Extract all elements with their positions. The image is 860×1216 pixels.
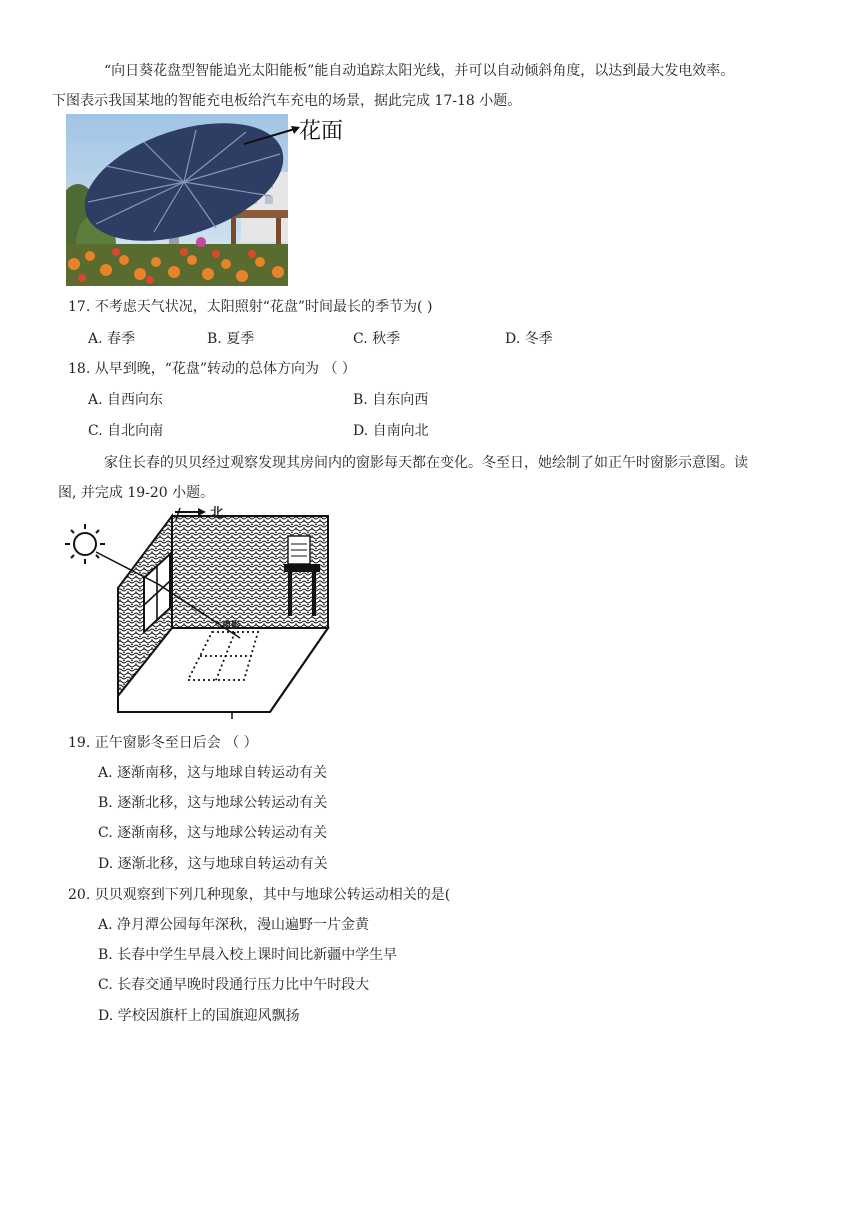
q19-option-a[interactable]: A. 逐渐南移，这与地球自转运动有关 [98,765,328,781]
window-shadow-diagram [62,500,334,720]
q17-stem: 17. 不考虑天气状况，太阳照射“花盘”时间最长的季节为( ) [68,299,433,315]
intro2-line-1: 家住长春的贝贝经过观察发现其房间内的窗影每天都在变化。冬至日，她绘制了如正午时窗影示意图。读 [104,455,748,471]
q19-option-d[interactable]: D. 逐渐北移，这与地球自转运动有关 [98,856,328,872]
q20-option-b[interactable]: B. 长春中学生早晨入校上课时间比新疆中学生早 [98,947,398,963]
q18-option-d[interactable]: D. 自南向北 [353,423,429,439]
q18-stem: 18. 从早到晚，“花盘”转动的总体方向为 （ ） [68,361,356,377]
q17-option-d[interactable]: D. 冬季 [505,331,553,347]
flower-face-label: 花面 [299,119,344,144]
q18-option-a[interactable]: A. 自西向东 [88,392,164,408]
q19-option-c[interactable]: C. 逐渐南移，这与地球公转运动有关 [98,825,328,841]
q18-option-b[interactable]: B. 自东向西 [353,392,429,408]
solar-panel-figure [66,114,356,286]
north-label: 北 [210,506,224,521]
q17-option-b[interactable]: B. 夏季 [207,331,255,347]
q19-stem: 19. 正午窗影冬至日后会 （ ） [68,735,258,751]
q20-option-d[interactable]: D. 学校因旗杆上的国旗迎风飘扬 [98,1008,300,1024]
window-shadow-label: 窗影 [222,621,241,631]
window-shadow-figure [62,500,334,720]
q17-option-a[interactable]: A. 春季 [88,331,136,347]
q20-option-a[interactable]: A. 净月潭公园每年深秋，漫山遍野一片金黄 [98,917,370,933]
intro-line-2: 下图表示我国某地的智能充电板给汽车充电的场景，据此完成 17-18 小题。 [52,93,522,109]
intro-line-1: “向日葵花盘型智能追光太阳能板”能自动追踪太阳光线，并可以自动倾斜角度，以达到最大发电效率。 [104,63,735,79]
q17-option-c[interactable]: C. 秋季 [353,331,401,347]
q19-option-b[interactable]: B. 逐渐北移，这与地球公转运动有关 [98,795,328,811]
q20-option-c[interactable]: C. 长春交通早晚时段通行压力比中午时段大 [98,977,370,993]
q18-option-c[interactable]: C. 自北向南 [88,423,164,439]
q20-stem: 20. 贝贝观察到下列几种现象，其中与地球公转运动相关的是( [68,887,451,903]
intro2-line-2: 图, 并完成 19-20 小题。 [58,485,215,501]
